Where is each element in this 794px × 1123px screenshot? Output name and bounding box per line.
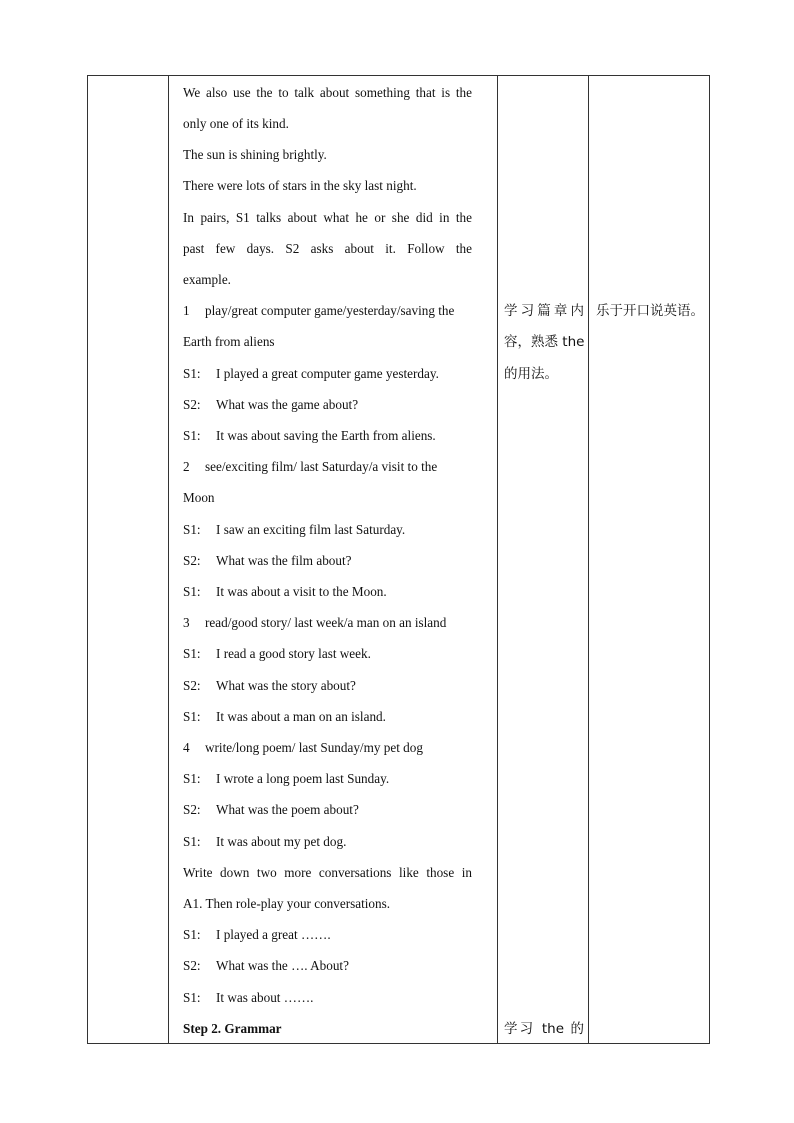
speaker-label: S1: bbox=[183, 771, 201, 786]
dialogue-text: It was about saving the Earth from aliens. bbox=[216, 428, 436, 443]
objective-text: 乐于开口说英语。 bbox=[596, 303, 704, 319]
dialogue-text: What was the poem about? bbox=[216, 802, 359, 817]
item-text: see/exciting film/ last Saturday/a visit to the bbox=[205, 459, 438, 474]
dialogue-line bbox=[183, 396, 472, 414]
exercise-item-4 bbox=[183, 739, 472, 757]
content-line-5: In pairs, S1 talks about what he or she did in the bbox=[183, 210, 472, 225]
content-line-7: example. bbox=[183, 272, 231, 287]
dialogue-line bbox=[183, 583, 472, 601]
dialogue-line bbox=[183, 365, 472, 383]
speaker-label: S2: bbox=[183, 678, 201, 693]
dialogue-text: What was the story about? bbox=[216, 678, 356, 693]
dialogue-text: What was the game about? bbox=[216, 397, 359, 412]
dialogue-line bbox=[183, 552, 472, 570]
dialogue-text: It was about a man on an island. bbox=[216, 709, 386, 724]
dialogue-line bbox=[183, 926, 472, 944]
speaker-label: S2: bbox=[183, 958, 201, 973]
note-line-2: 容，熟悉 the bbox=[504, 334, 585, 350]
dialogue-line bbox=[183, 677, 472, 695]
speaker-label: S2: bbox=[183, 802, 201, 817]
dialogue-line bbox=[183, 957, 472, 975]
dialogue-text: I played a great ……. bbox=[216, 927, 331, 942]
content-line-26: Write down two more conversations like those in bbox=[183, 865, 472, 880]
dialogue-text: What was the film about? bbox=[216, 553, 352, 568]
exercise-item-1 bbox=[183, 302, 472, 320]
dialogue-line bbox=[183, 989, 472, 1007]
item-number: 1 bbox=[183, 303, 190, 318]
item-text: play/great computer game/yesterday/saving the bbox=[205, 303, 455, 318]
dialogue-text: It was about ……. bbox=[216, 990, 314, 1005]
item-number: 4 bbox=[183, 740, 190, 755]
content-line-6: past few days. S2 asks about it. Follow the bbox=[183, 241, 472, 256]
speaker-label: S1: bbox=[183, 522, 201, 537]
content-line-9: Earth from aliens bbox=[183, 334, 275, 349]
content-line-3: The sun is shining brightly. bbox=[183, 147, 327, 162]
empty-left-cell bbox=[88, 76, 169, 1044]
note-line-4: 学习 the 的 bbox=[504, 1021, 584, 1037]
speaker-label: S1: bbox=[183, 428, 201, 443]
activity-content-cell bbox=[169, 76, 498, 1044]
dialogue-line bbox=[183, 801, 472, 819]
speaker-label: S1: bbox=[183, 990, 201, 1005]
dialogue-text: I read a good story last week. bbox=[216, 646, 371, 661]
content-line-1: We also use the to talk about something that is the bbox=[183, 85, 472, 100]
speaker-label: S1: bbox=[183, 834, 201, 849]
dialogue-line bbox=[183, 770, 472, 788]
item-text: write/long poem/ last Sunday/my pet dog bbox=[205, 740, 423, 755]
lesson-plan-table bbox=[87, 75, 710, 1044]
dialogue-text: I saw an exciting film last Saturday. bbox=[216, 522, 406, 537]
exercise-item-3 bbox=[183, 614, 472, 632]
dialogue-line bbox=[183, 427, 472, 445]
dialogue-line bbox=[183, 833, 472, 851]
dialogue-text: It was about my pet dog. bbox=[216, 834, 347, 849]
section-heading: Step 2. Grammar bbox=[183, 1021, 282, 1036]
dialogue-line bbox=[183, 521, 472, 539]
speaker-label: S2: bbox=[183, 397, 201, 412]
objective-cell bbox=[589, 76, 710, 1044]
content-line-2: only one of its kind. bbox=[183, 116, 289, 131]
dialogue-text: It was about a visit to the Moon. bbox=[216, 584, 387, 599]
dialogue-line bbox=[183, 708, 472, 726]
content-line-14: Moon bbox=[183, 490, 215, 505]
content-line-4: There were lots of stars in the sky last night. bbox=[183, 178, 417, 193]
speaker-label: S1: bbox=[183, 709, 201, 724]
dialogue-text: I played a great computer game yesterday. bbox=[216, 366, 439, 381]
speaker-label: S1: bbox=[183, 646, 201, 661]
speaker-label: S1: bbox=[183, 584, 201, 599]
learning-note-cell bbox=[498, 76, 589, 1044]
speaker-label: S1: bbox=[183, 366, 201, 381]
item-number: 3 bbox=[183, 615, 190, 630]
speaker-label: S1: bbox=[183, 927, 201, 942]
dialogue-text: What was the …. About? bbox=[216, 958, 349, 973]
content-line-27: A1. Then role-play your conversations. bbox=[183, 896, 391, 911]
speaker-label: S2: bbox=[183, 553, 201, 568]
item-number: 2 bbox=[183, 459, 190, 474]
item-text: read/good story/ last week/a man on an island bbox=[205, 615, 447, 630]
note-line-1: 学习篇章内 bbox=[504, 303, 584, 319]
dialogue-line bbox=[183, 645, 472, 663]
note-line-3: 的用法。 bbox=[504, 366, 558, 382]
dialogue-text: I wrote a long poem last Sunday. bbox=[216, 771, 390, 786]
exercise-item-2 bbox=[183, 458, 472, 476]
